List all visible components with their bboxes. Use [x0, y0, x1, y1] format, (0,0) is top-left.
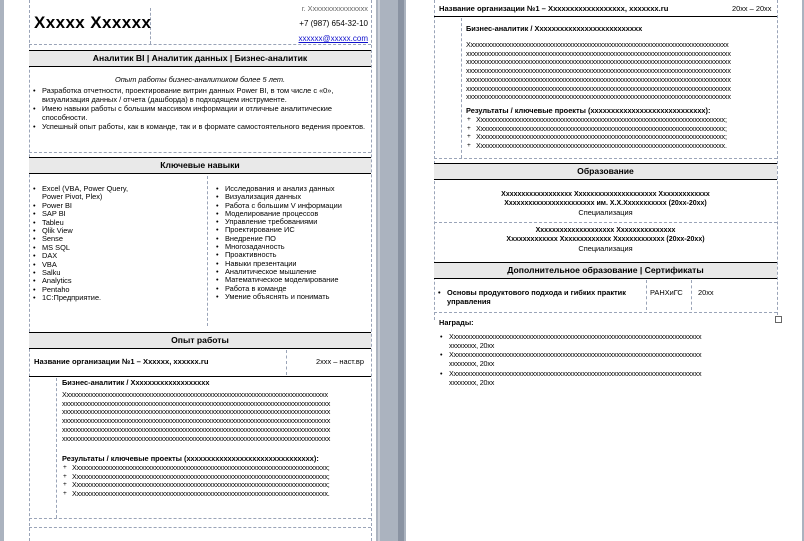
award-line2: xxxxxxxx, 20xx: [449, 340, 495, 350]
job2-result-item: + Xxxxxxxxxxxxxxxxxxxxxxxxxxxxxxxxxxxxxxxxxxxxxxxxxxxxxxxxxxxxxxxxxxxxxxxxx.: [466, 142, 774, 151]
skill-item: • Аналитическое мышление: [215, 268, 369, 276]
award-line1: • Xxxxxxxxxxxxxxxxxxxxxxxxxxxxxxxxxxxxxxxxxxxxxxxxxxxxxxxxxxxxxxxxxxxxxxxxxx: [449, 333, 702, 341]
table-guide: [691, 280, 692, 310]
job-results-title: Результаты / ключевые проекты (xxxxxxxxxxxxxxxxxxxxxxxxxxxxxxx):: [62, 454, 319, 463]
education-1-line1: Xxxxxxxxxxxxxxxxxx Xxxxxxxxxxxxxxxxxxxxx Xxxxxxxxxxxxx: [501, 191, 710, 198]
skill-item: • Внедрение ПО: [215, 235, 369, 243]
skill-item: • Умение объяснять и понимать: [215, 293, 369, 301]
award-item: [439, 351, 779, 368]
table-guide: [207, 176, 208, 326]
table-guide: [56, 378, 57, 518]
table-guide: [434, 158, 777, 159]
job-separator: [29, 376, 371, 377]
course-list: [437, 288, 642, 306]
job2-text-line: xxxxxxxxxxxxxxxxxxxxxxxxxxxxxxxxxxxxxxxxxxxxxxxxxxxxxxxxxxxxxxxxxxxxxxxxxxxxxx: [466, 74, 731, 84]
position-title: Аналитик BI | Аналитик данных | Бизнес-аналитик: [29, 50, 371, 67]
job-text-line: xxxxxxxxxxxxxxxxxxxxxxxxxxxxxxxxxxxxxxxxxxxxxxxxxxxxxxxxxxxxxxxxxxxxxxxxxxxxxxx: [62, 398, 331, 408]
skill-item: • Проектирование ИС: [215, 226, 369, 234]
course-name: • Основы продуктового подхода и гибких практик управления: [437, 288, 642, 306]
skills-left-list: [32, 185, 142, 303]
skill-item: • Навыки презентации: [215, 260, 369, 268]
page-1: [4, 0, 376, 541]
job2-role: Бизнес-аналитик / Xxxxxxxxxxxxxxxxxxxxxxxxxx: [466, 24, 643, 33]
job-result-item: + Xxxxxxxxxxxxxxxxxxxxxxxxxxxxxxxxxxxxxxxxxxxxxxxxxxxxxxxxxxxxxxxxxxxxxxxxxxx;: [62, 473, 368, 482]
job-description: [62, 391, 368, 443]
award-line1: • Xxxxxxxxxxxxxxxxxxxxxxxxxxxxxxxxxxxxxxxxxxxxxxxxxxxxxxxxxxxxxxxxxxxxxxxxxx: [449, 350, 702, 360]
skill-item: • Исследования и анализ данных: [215, 185, 369, 193]
job-result-item: + Xxxxxxxxxxxxxxxxxxxxxxxxxxxxxxxxxxxxxxxxxxxxxxxxxxxxxxxxxxxxxxxxxxxxxxxxxxx;: [62, 481, 368, 490]
education-title: Образование: [434, 163, 777, 180]
education-2-spec: Специализация: [578, 244, 633, 253]
table-guide: [371, 0, 372, 541]
table-guide: [29, 518, 371, 519]
award-line2: xxxxxxxx, 20xx: [449, 359, 495, 369]
awards-title: Награды:: [439, 318, 474, 327]
job-text-line: xxxxxxxxxxxxxxxxxxxxxxxxxxxxxxxxxxxxxxxxxxxxxxxxxxxxxxxxxxxxxxxxxxxxxxxxxxxxxxx: [62, 424, 331, 434]
phone: +7 (987) 654-32-10: [299, 19, 368, 28]
skill-item: • Pentaho: [32, 286, 142, 294]
skill-item: • Многозадачность: [215, 243, 369, 251]
job2-text-line: xxxxxxxxxxxxxxxxxxxxxxxxxxxxxxxxxxxxxxxxxxxxxxxxxxxxxxxxxxxxxxxxxxxxxxxxxxxxxx: [466, 66, 731, 76]
skill-item: • Power BI: [32, 202, 142, 210]
page-gutter-right: [398, 0, 404, 541]
page-gutter: [378, 0, 380, 541]
skill-item: • Qlik View: [32, 227, 142, 235]
table-guide: [286, 350, 287, 375]
skill-item: • Tableu: [32, 219, 142, 227]
summary-bullet: • Имею навыки работы с большим массивом информации и отличные аналитические способности.: [32, 104, 366, 122]
job2-results-list: [466, 116, 774, 151]
job2-org: Название организации №1 – Xxxxxxxxxxxxxxxxxx, xxxxxxx.ru: [439, 4, 669, 13]
skill-item: • Excel (VBA, Power Query, Power Pivot, Plex): [32, 185, 142, 202]
skill-item: • VBA: [32, 261, 142, 269]
job-text-line: xxxxxxxxxxxxxxxxxxxxxxxxxxxxxxxxxxxxxxxxxxxxxxxxxxxxxxxxxxxxxxxxxxxxxxxxxxxxxxx: [62, 407, 331, 417]
education-1-line2: Xxxxxxxxxxxxxxxxxxxxxxx им. X.X.Xxxxxxxxxxx (20xx-20xx): [504, 200, 707, 207]
table-guide: [434, 222, 777, 223]
table-guide: [777, 0, 778, 320]
job-text-line: xxxxxxxxxxxxxxxxxxxxxxxxxxxxxxxxxxxxxxxxxxxxxxxxxxxxxxxxxxxxxxxxxxxxxxxxxxxxxxx: [62, 416, 331, 426]
job2-separator: [434, 16, 777, 17]
summary-bullet: • Успешный опыт работы, как в команде, так и в формате самостоятельного ведения проектов.: [32, 122, 366, 131]
award-line2: xxxxxxxx, 20xx: [449, 377, 495, 387]
candidate-name: Xxxxx Xxxxxx: [34, 13, 152, 32]
awards-list: [439, 333, 779, 387]
job2-text-line: xxxxxxxxxxxxxxxxxxxxxxxxxxxxxxxxxxxxxxxxxxxxxxxxxxxxxxxxxxxxxxxxxxxxxxxxxxxxxx: [466, 48, 731, 58]
education-2-line2: Xxxxxxxxxxxxx Xxxxxxxxxxxxx Xxxxxxxxxxxxx (20xx-20xx): [506, 236, 705, 243]
award-item: [439, 370, 779, 387]
skill-item: • MS SQL: [32, 244, 142, 252]
course-org: РАНХиГС: [650, 288, 683, 297]
skill-item: • Работа в команде: [215, 285, 369, 293]
skill-item: • Analytics: [32, 277, 142, 285]
skills-title: Ключевые навыки: [29, 157, 371, 174]
experience-title: Опыт работы: [29, 332, 371, 349]
job2-text-line: xxxxxxxxxxxxxxxxxxxxxxxxxxxxxxxxxxxxxxxxxxxxxxxxxxxxxxxxxxxxxxxxxxxxxxxxxxxxxx: [466, 57, 731, 67]
table-guide: [646, 280, 647, 310]
skill-item: • DAX: [32, 252, 142, 260]
table-guide: [29, 44, 371, 45]
job2-text-line: xxxxxxxxxxxxxxxxxxxxxxxxxxxxxxxxxxxxxxxxxxxxxxxxxxxxxxxxxxxxxxxxxxxxxxxxxxxxxx: [466, 92, 731, 102]
job2-text-line: Xxxxxxxxxxxxxxxxxxxxxxxxxxxxxxxxxxxxxxxxxxxxxxxxxxxxxxxxxxxxxxxxxxxxxxxxxxxxx: [466, 41, 729, 49]
skill-item: • Sense: [32, 235, 142, 243]
job2-results-title: Результаты / ключевые проекты (xxxxxxxxxxxxxxxxxxxxxxxxxxxx):: [466, 106, 711, 115]
table-guide: [434, 312, 777, 313]
skill-item: • Управление требованиями: [215, 218, 369, 226]
experience-summary: Опыт работы бизнес-аналитиком более 5 лет.: [114, 75, 286, 84]
summary-list: [32, 86, 366, 131]
job-results-list: [62, 464, 368, 499]
job-result-item: + Xxxxxxxxxxxxxxxxxxxxxxxxxxxxxxxxxxxxxxxxxxxxxxxxxxxxxxxxxxxxxxxxxxxxxxxxxxx.: [62, 490, 368, 499]
email-link[interactable]: xxxxxx@xxxxx.com: [298, 34, 368, 43]
table-guide: [461, 18, 462, 158]
award-item: [439, 333, 779, 350]
skill-item: • Моделирование процессов: [215, 210, 369, 218]
table-guide: [29, 152, 371, 153]
skill-item: • SAP BI: [32, 210, 142, 218]
job2-period: 20xx – 20xx: [732, 4, 772, 13]
skill-item: • Проактивность: [215, 251, 369, 259]
skill-item: • Математическое моделирование: [215, 276, 369, 284]
page-2: [406, 0, 802, 541]
skill-item: • Salku: [32, 269, 142, 277]
job2-description: [466, 41, 774, 102]
job-role: Бизнес-аналитик / Xxxxxxxxxxxxxxxxxxx: [62, 378, 210, 387]
skills-right-list: [215, 185, 369, 301]
summary-bullet: • Разработка отчетности, проектирование витрин данных Power BI, в том числе с «0», визуализация данных / отчета (дашборда) в подходящем инструменте.: [32, 86, 366, 104]
job-org: Название организации №1 – Xxxxxx, xxxxxx.ru: [34, 357, 209, 366]
education-2-line1: Xxxxxxxxxxxxxxxxxxxx Xxxxxxxxxxxxxxx: [535, 227, 676, 234]
education-1-spec: Специализация: [578, 208, 633, 217]
table-guide: [29, 527, 371, 528]
city: г. Xxxxxxxxxxxxxxxx: [301, 4, 368, 13]
courses-title: Дополнительное образование | Сертификаты: [434, 262, 777, 279]
course-year: 20xx: [698, 288, 714, 297]
job2-result-item: + Xxxxxxxxxxxxxxxxxxxxxxxxxxxxxxxxxxxxxxxxxxxxxxxxxxxxxxxxxxxxxxxxxxxxxxxxx;: [466, 133, 774, 142]
job-period: 2xxx – наст.вр: [316, 357, 364, 366]
skill-item: • Визуализация данных: [215, 193, 369, 201]
job-text-line: xxxxxxxxxxxxxxxxxxxxxxxxxxxxxxxxxxxxxxxxxxxxxxxxxxxxxxxxxxxxxxxxxxxxxxxxxxxxxxx: [62, 433, 331, 443]
award-line1: • Xxxxxxxxxxxxxxxxxxxxxxxxxxxxxxxxxxxxxxxxxxxxxxxxxxxxxxxxxxxxxxxxxxxxxxxxxx: [449, 368, 702, 378]
job-text-line: Xxxxxxxxxxxxxxxxxxxxxxxxxxxxxxxxxxxxxxxxxxxxxxxxxxxxxxxxxxxxxxxxxxxxxxxxxxxxxx: [62, 391, 328, 399]
job2-result-item: + Xxxxxxxxxxxxxxxxxxxxxxxxxxxxxxxxxxxxxxxxxxxxxxxxxxxxxxxxxxxxxxxxxxxxxxxxx;: [466, 116, 774, 125]
job2-result-item: + Xxxxxxxxxxxxxxxxxxxxxxxxxxxxxxxxxxxxxxxxxxxxxxxxxxxxxxxxxxxxxxxxxxxxxxxxx;: [466, 125, 774, 134]
table-resize-handle[interactable]: [775, 316, 782, 323]
job-result-item: + Xxxxxxxxxxxxxxxxxxxxxxxxxxxxxxxxxxxxxxxxxxxxxxxxxxxxxxxxxxxxxxxxxxxxxxxxxxx;: [62, 464, 368, 473]
skill-item: • 1С:Предприятие.: [32, 294, 142, 302]
skill-item: • Работа с большим V информации: [215, 202, 369, 210]
job2-text-line: xxxxxxxxxxxxxxxxxxxxxxxxxxxxxxxxxxxxxxxxxxxxxxxxxxxxxxxxxxxxxxxxxxxxxxxxxxxxxx: [466, 83, 731, 93]
